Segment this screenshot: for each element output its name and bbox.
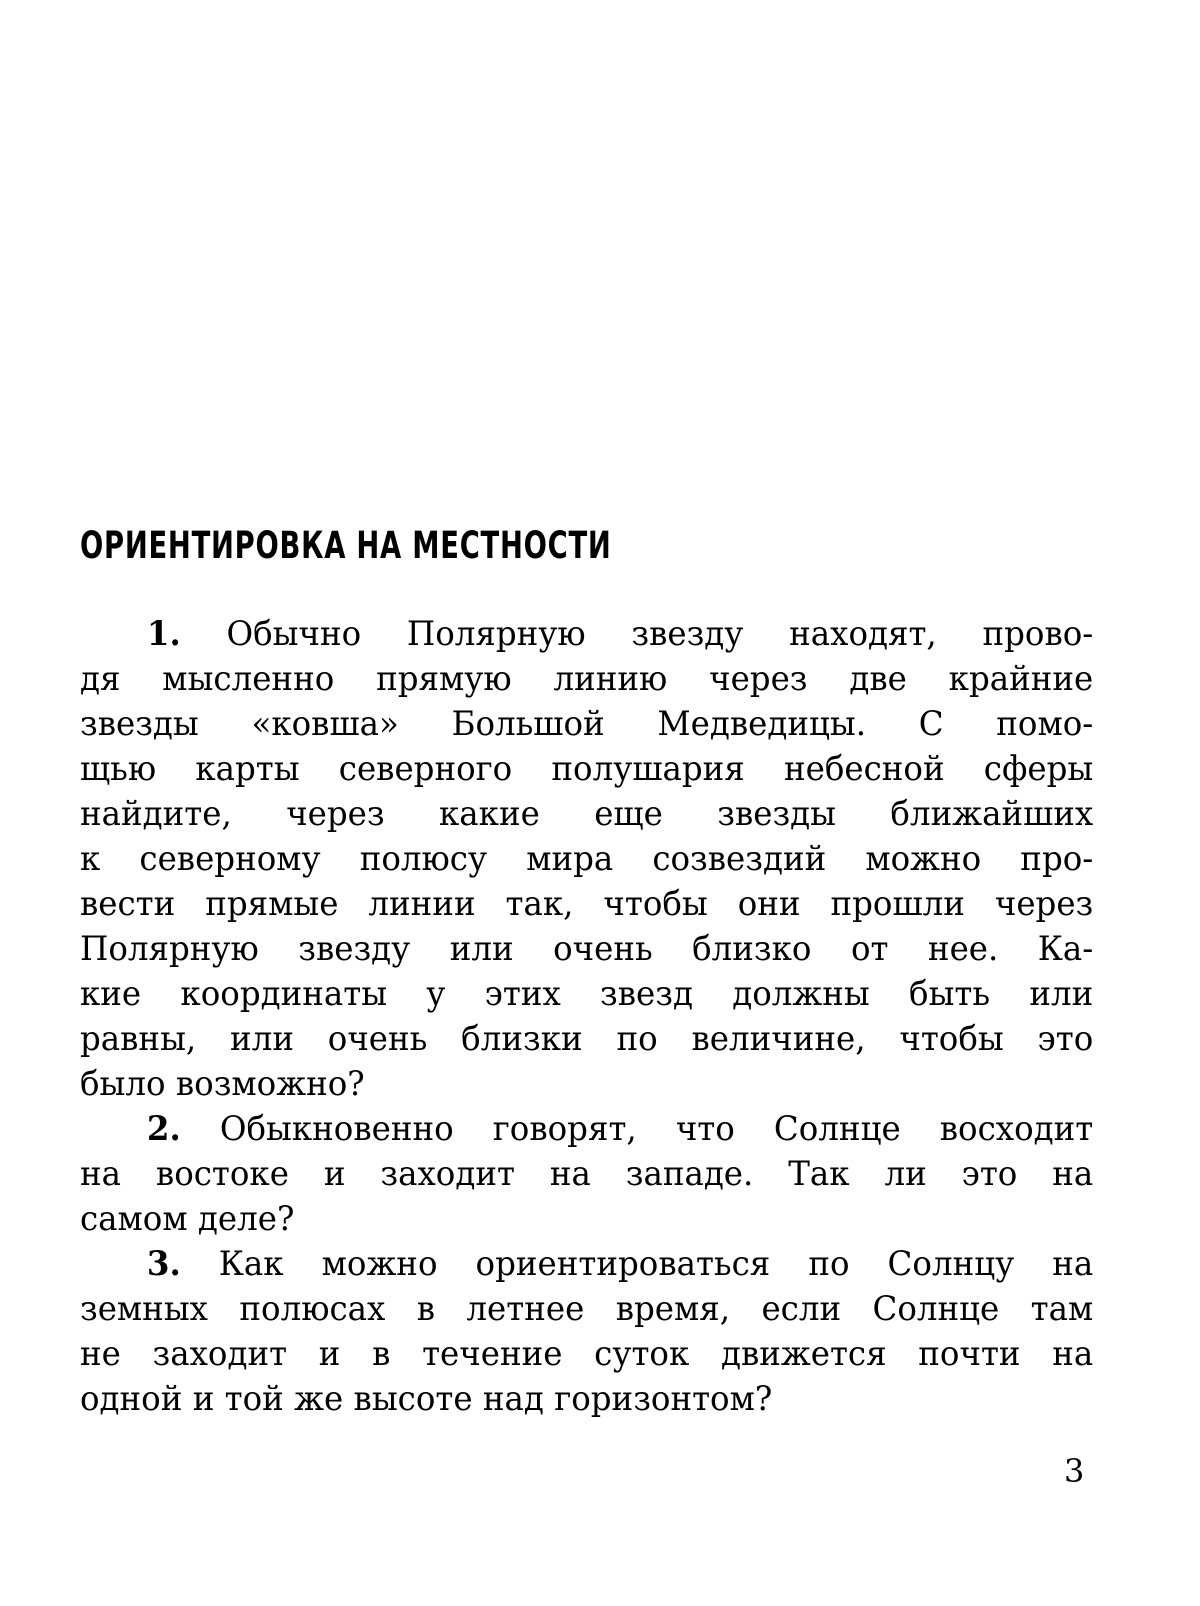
text-line: 2. Обыкновенно говорят, что Солнце восходит xyxy=(146,1109,1094,1149)
question-number: 3. xyxy=(146,1244,181,1284)
text-line: одной и той же высоте над горизонтом? xyxy=(80,1379,773,1419)
text-line: к северному полюсу мира созвездий можно про- xyxy=(80,839,1094,879)
text-line: щью карты северного полушария небесной сферы xyxy=(80,749,1094,789)
text-line: равны, или очень близки по величине, чтобы это xyxy=(80,1019,1094,1059)
question-number: 2. xyxy=(146,1109,181,1149)
text-line: 1. Обычно Полярную звезду находят, прово- xyxy=(146,614,1094,654)
text-line: кие координаты у этих звезд должны быть или xyxy=(80,974,1094,1014)
text-line: было возможно? xyxy=(80,1064,365,1104)
text-line: найдите, через какие еще звезды ближайших xyxy=(80,794,1094,834)
text-line: самом деле? xyxy=(80,1199,295,1239)
paragraph-1 xyxy=(80,612,1093,1107)
paragraph-2 xyxy=(80,1107,1093,1242)
text-line: не заходит и в течение суток движется почти на xyxy=(80,1334,1094,1374)
paragraph-3 xyxy=(80,1242,1093,1422)
text-line: 3. Как можно ориентироваться по Солнцу на xyxy=(146,1244,1094,1284)
page-number: 3 xyxy=(1064,1452,1085,1490)
text-line: звезды «ковша» Большой Медведицы. С помо- xyxy=(80,704,1094,744)
text-line: земных полюсах в летнее время, если Солнце там xyxy=(80,1289,1094,1329)
page-title: ОРИЕНТИРОВКА НА МЕСТНОСТИ xyxy=(80,524,612,567)
text-line: Полярную звезду или очень близко от нее. Ка- xyxy=(80,929,1094,969)
text-line: вести прямые линии так, чтобы они прошли через xyxy=(80,884,1094,924)
question-number: 1. xyxy=(146,614,181,654)
text-line: на востоке и заходит на западе. Так ли это на xyxy=(80,1154,1094,1194)
body-text xyxy=(80,612,1093,1422)
text-line: дя мысленно прямую линию через две крайние xyxy=(80,659,1094,699)
